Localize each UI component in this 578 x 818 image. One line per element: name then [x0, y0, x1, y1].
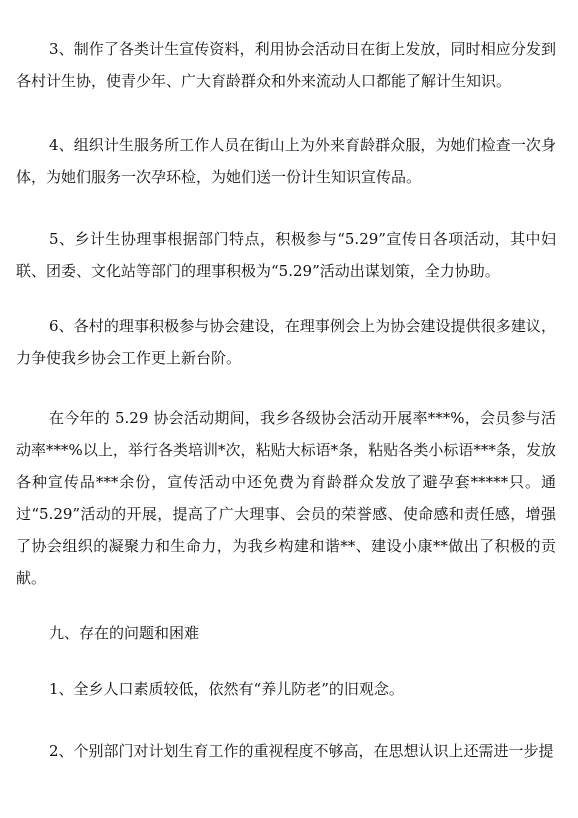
- paragraph-item-4: 4、组织计生服务所工作人员在街山上为外来育龄群众服，为她们检查一次身体，为她们服务一次孕环检，为她们送一份计生知识宣传品。: [16, 136, 556, 186]
- issue-item-1: 1、全乡人口素质较低，依然有“养儿防老”的旧观念。: [49, 680, 404, 698]
- issue-item-2: 2、个别部门对计划生育工作的重视程度不够高，在思想认识上还需进一步提: [49, 742, 554, 760]
- section-heading: 九、存在的问题和困难: [49, 624, 200, 642]
- paragraph-item-5: 5、乡计生协理事根据部门特点，积极参与“5.29”宣传日各项活动，其中妇联、团委、文化站等部门的理事积极为“5.29”活动出谋划策，全力协助。: [16, 230, 556, 280]
- paragraph-item-6: 6、各村的理事积极参与协会建设，在理事例会上为协会建设提供很多建议，力争使我乡协会工作更上新台阶。: [16, 317, 556, 367]
- summary-paragraph: 在今年的 5.29 协会活动期间，我乡各级协会活动开展率***%，会员参与活动率***%以上，举行各类培训*次，粘贴大标语*条，粘贴各类小标语***条，发放各种宣传品***余份，宣传活动中还免费为育龄群众发放了避孕套*****只。通过“5.29”活动的开展，提高了广大理事、会员的荣誉感、使命感和责任感，增强了协会组织的凝聚力和生命力，为我乡构建和谐**、建设小康**做出了积极的贡献。: [16, 409, 556, 587]
- paragraph-item-3: 3、制作了各类计生宣传资料，利用协会活动日在街上发放，同时相应分发到各村计生协，使青少年、广大育龄群众和外来流动人口都能了解计生知识。: [16, 40, 556, 90]
